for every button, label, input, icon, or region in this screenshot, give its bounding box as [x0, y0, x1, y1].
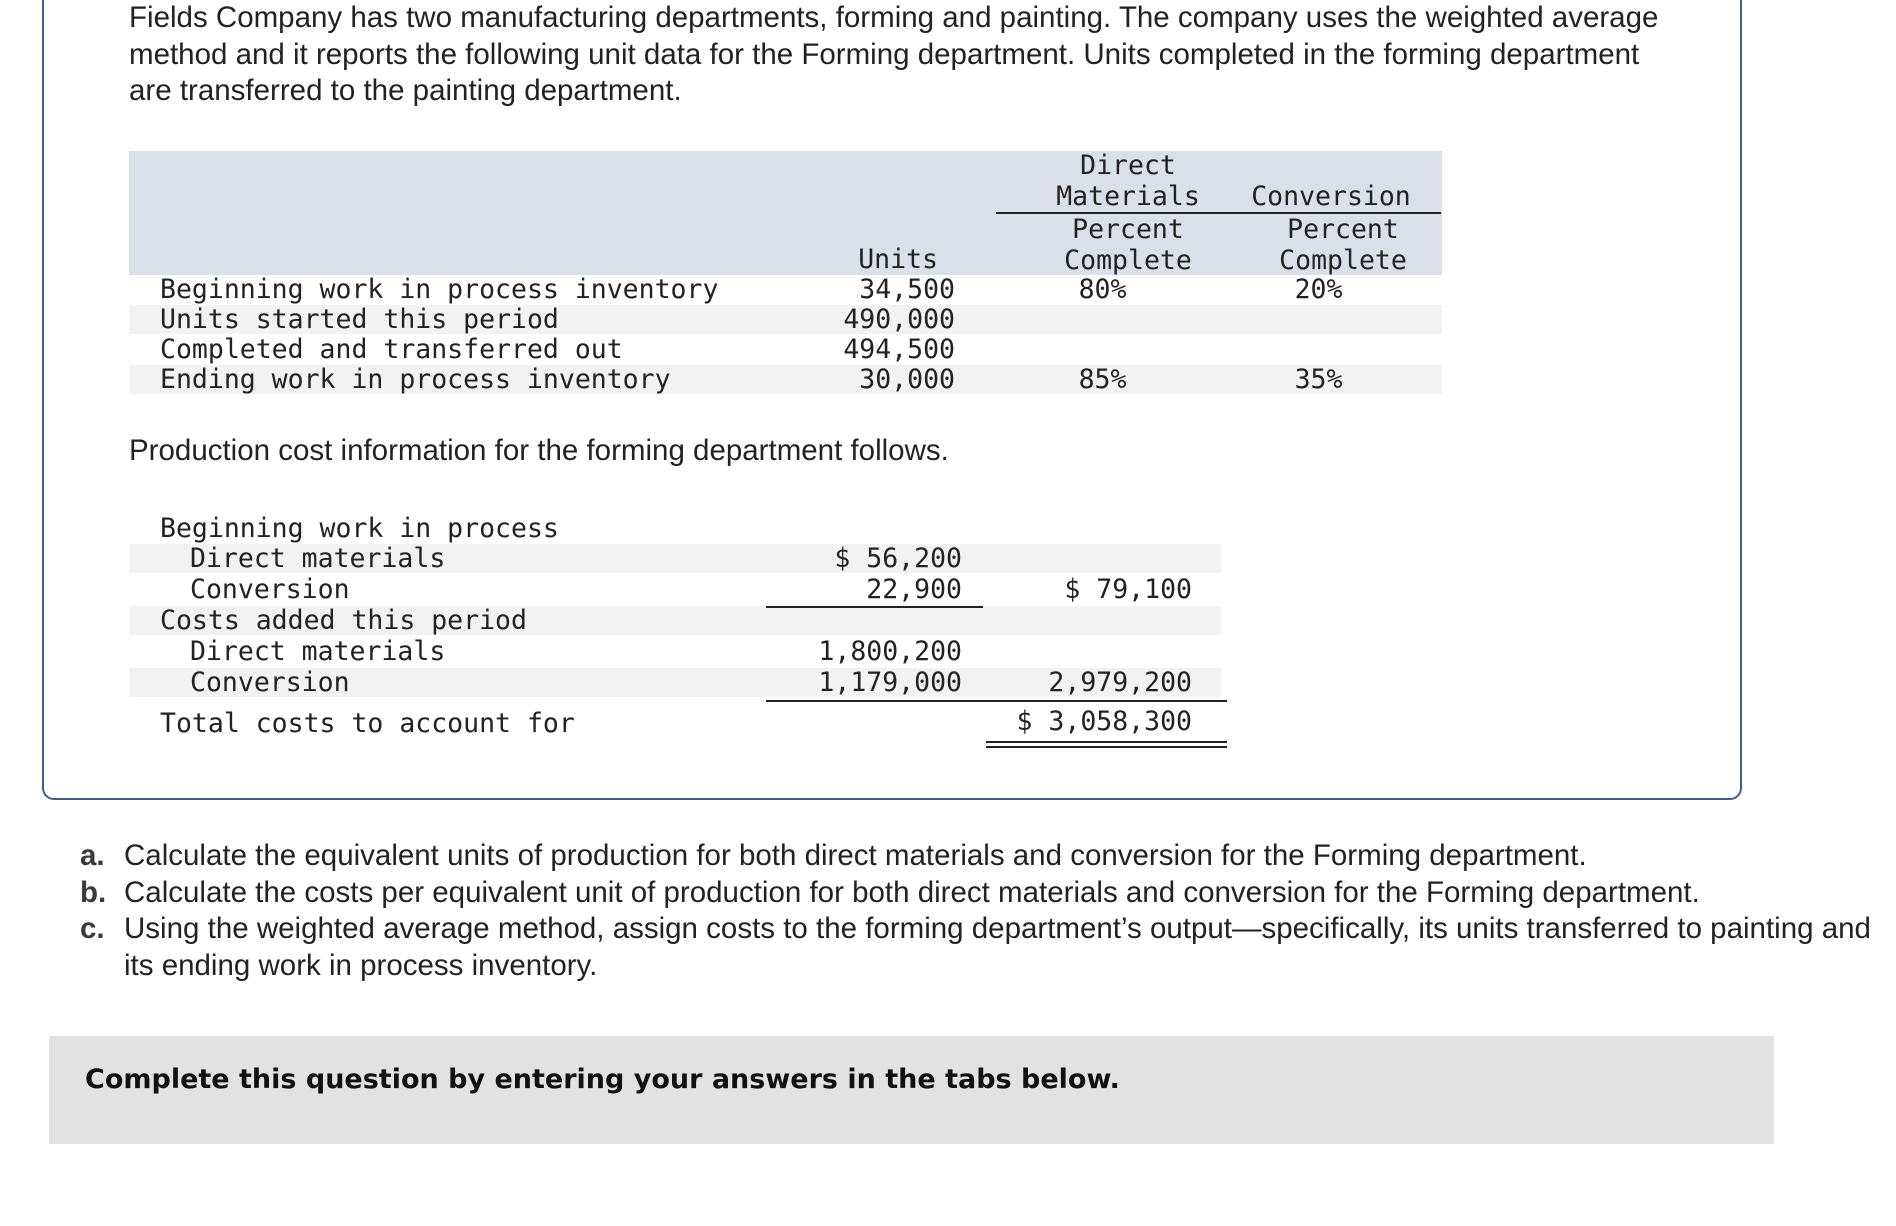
row-label: Ending work in process inventory [160, 364, 671, 395]
total-cost: $ 3,058,300 [1016, 706, 1192, 737]
question-item [80, 911, 1890, 984]
cost-row-label: Direct materials [190, 543, 446, 574]
question-item [80, 838, 1890, 875]
cost-row-label: Costs added this period [160, 605, 527, 636]
production-cost-text: Production cost information for the forming department follows. [129, 434, 949, 467]
units-value: 34,500 [859, 274, 955, 305]
units-header: Units [858, 244, 938, 275]
question-list [80, 838, 1890, 984]
cost-value: $ 56,200 [834, 543, 962, 574]
question-text: Calculate the equivalent units of production for both direct materials and conversion for the Forming department. [124, 839, 1587, 872]
cost-value: 1,179,000 [818, 667, 962, 698]
cost-subtotal: 2,979,200 [1048, 667, 1192, 698]
question-text: Using the weighted average method, assign costs to the forming department’s output—specifically, its units transferred to painting and its ending work in process inventory. [124, 912, 1871, 982]
intro-text: Fields Company has two manufacturing departments, forming and painting. The company uses the weighted average method and it reports the following unit data for the Forming department. Units completed in the forming department are transferred to the painting department. [129, 1, 1659, 107]
row-label: Units started this period [160, 304, 559, 335]
cost-row-label: Conversion [190, 667, 350, 698]
conversion-percent-header: Percent Complete [1279, 214, 1407, 276]
dm-group-header: Direct Materials [1056, 150, 1200, 212]
row-label: Beginning work in process inventory [160, 274, 719, 305]
question-letter: a. [80, 839, 105, 872]
dm-percent-value: 85% [1078, 364, 1127, 395]
question-letter: b. [80, 875, 107, 909]
cost-row-label: Total costs to account for [160, 708, 575, 739]
instruction-text: Complete this question by entering your answers in the tabs below. [85, 1064, 1120, 1095]
underline [766, 700, 1227, 702]
cost-row-label: Direct materials [190, 636, 446, 667]
cost-subtotal: $ 79,100 [1064, 574, 1192, 605]
instruction-banner [49, 1036, 1774, 1144]
conversion-percent-value: 35% [1294, 364, 1343, 395]
question-item [80, 875, 1890, 912]
conversion-percent-value: 20% [1294, 274, 1343, 305]
question-letter: c. [80, 912, 105, 945]
dm-percent-value: 80% [1078, 274, 1127, 305]
units-value: 494,500 [843, 334, 955, 365]
conversion-group-header: Conversion [1251, 181, 1411, 212]
cost-value: 22,900 [866, 574, 962, 605]
dm-percent-header: Percent Complete [1064, 214, 1192, 276]
units-value: 490,000 [843, 304, 955, 335]
question-text: Calculate the costs per equivalent unit of production for both direct materials and conversion for the Forming department. [124, 875, 1700, 909]
units-value: 30,000 [859, 364, 955, 395]
row-label: Completed and transferred out [160, 334, 623, 365]
double-underline [986, 741, 1227, 748]
underline [766, 606, 983, 608]
cost-row-label: Conversion [190, 574, 350, 605]
cost-value: 1,800,200 [818, 636, 962, 667]
cost-row-label: Beginning work in process [160, 513, 559, 544]
